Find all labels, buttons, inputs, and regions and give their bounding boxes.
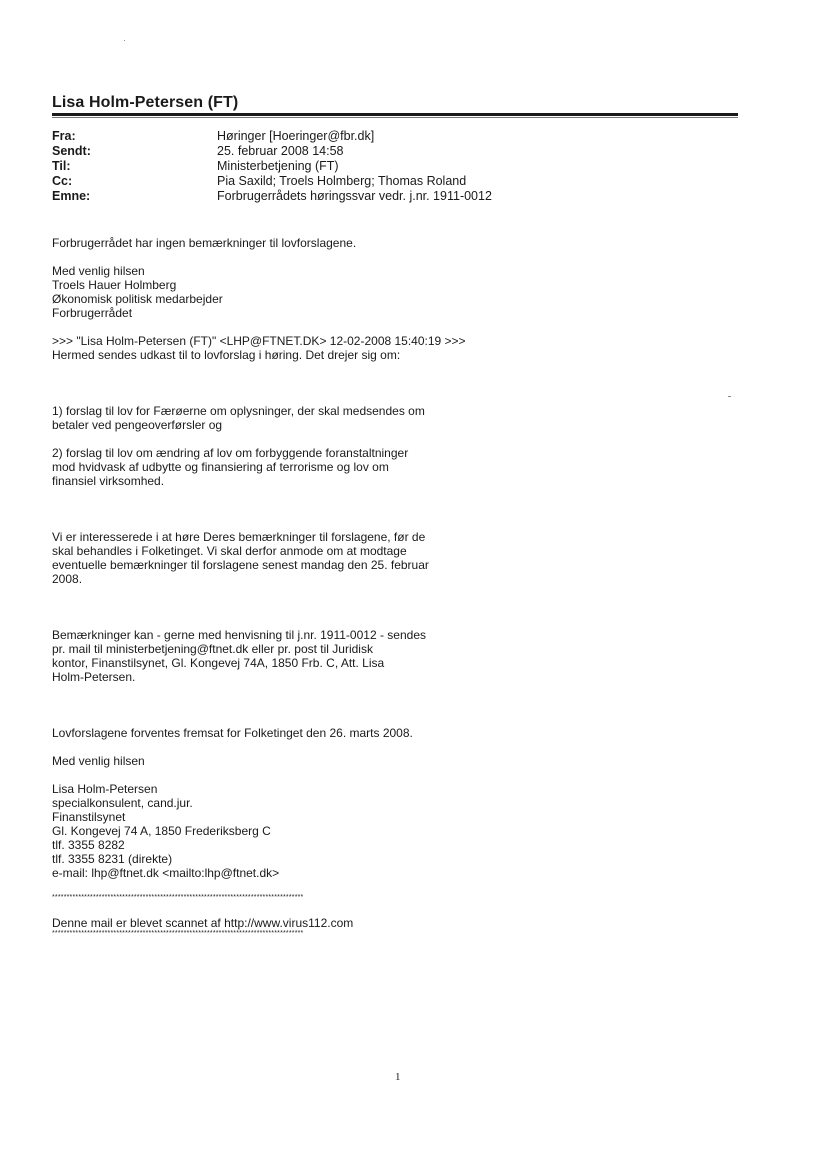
email-header-fields xyxy=(52,129,492,204)
reply-paragraph: Forbrugerrådet har ingen bemærkninger til lovforslagene. xyxy=(52,236,357,250)
subject-label: Emne: xyxy=(52,189,91,203)
scan-speck xyxy=(728,396,731,397)
meta-row-sent xyxy=(52,144,492,159)
quoted-header: >>> "Lisa Holm-Petersen (FT)" <LHP@FTNET.DK> 12-02-2008 15:40:19 >>> Hermed sendes udkast til to lovforslag i høring. Det drejer sig om: xyxy=(52,334,466,362)
from-value: Høringer [Hoeringer@fbr.dk] xyxy=(217,129,375,143)
reply-signature: Med venlig hilsen Troels Hauer Holmberg Økonomisk politisk medarbejder Forbrugerrådet xyxy=(52,264,223,320)
subject-value: Forbrugerrådets høringssvar vedr. j.nr. 1911-0012 xyxy=(217,189,492,203)
cc-label: Cc: xyxy=(52,174,73,188)
schedule-paragraph: Lovforslagene forventes fremsat for Folketinget den 26. marts 2008. xyxy=(52,726,413,740)
from-label: Fra: xyxy=(52,129,76,143)
to-value: Ministerbetjening (FT) xyxy=(217,159,339,173)
virus-scan-notice: Denne mail er blevet scannet af http://www.virus112.com xyxy=(52,916,354,930)
closing-greeting: Med venlig hilsen xyxy=(52,754,145,768)
meta-row-from xyxy=(52,129,492,144)
cc-value: Pia Saxild; Troels Holmberg; Thomas Roland xyxy=(217,174,467,188)
page-number: 1 xyxy=(395,1071,401,1083)
email-body xyxy=(52,236,492,938)
submission-paragraph: Bemærkninger kan - gerne med henvisning til j.nr. 1911-0012 - sendes pr. mail til ministerbetjening@ftnet.dk eller pr. post til Juridisk kontor, Finanstilsynet, Gl. Kongevej 74A, 1850 Frb. C, Att. Lisa Holm-Petersen. xyxy=(52,628,426,684)
sent-value: 25. februar 2008 14:58 xyxy=(217,144,344,158)
request-paragraph: Vi er interesserede i at høre Deres bemærkninger til forslagene, før de skal behandles i Folketinget. Vi skal derfor anmode om at modtage eventuelle bemærkninger til forslagene senest mandag den 25. februar 2008. xyxy=(52,530,429,586)
list-item-1: 1) forslag til lov for Færøerne om oplysninger, der skal medsendes om betaler ved pengeoverførsler og xyxy=(52,404,425,432)
to-label: Til: xyxy=(52,159,71,173)
header-rule-thin xyxy=(52,117,738,118)
meta-row-cc xyxy=(52,174,492,189)
sender-name-title: Lisa Holm-Petersen (FT) xyxy=(52,94,239,111)
separator-stars-top: ************************************************************************************** xyxy=(52,894,304,901)
meta-row-subject xyxy=(52,189,492,204)
sender-signature: Lisa Holm-Petersen specialkonsulent, cand.jur. Finanstilsynet Gl. Kongevej 74 A, 1850 Frederiksberg C tlf. 3355 8282 tlf. 3355 8231 (direkte) e-mail: lhp@ftnet.dk <mailto:lhp@ftnet.dk> xyxy=(52,782,280,880)
scan-speck xyxy=(124,40,125,41)
list-item-2: 2) forslag til lov om ændring af lov om forbyggende foranstaltninger mod hvidvask af udbytte og finansiering af terrorisme og lov om finansiel virksomhed. xyxy=(52,446,409,488)
separator-stars-bottom: ************************************************************************************** xyxy=(52,930,304,937)
meta-row-to xyxy=(52,159,492,174)
sent-label: Sendt: xyxy=(52,144,91,158)
header-rule xyxy=(52,113,738,116)
